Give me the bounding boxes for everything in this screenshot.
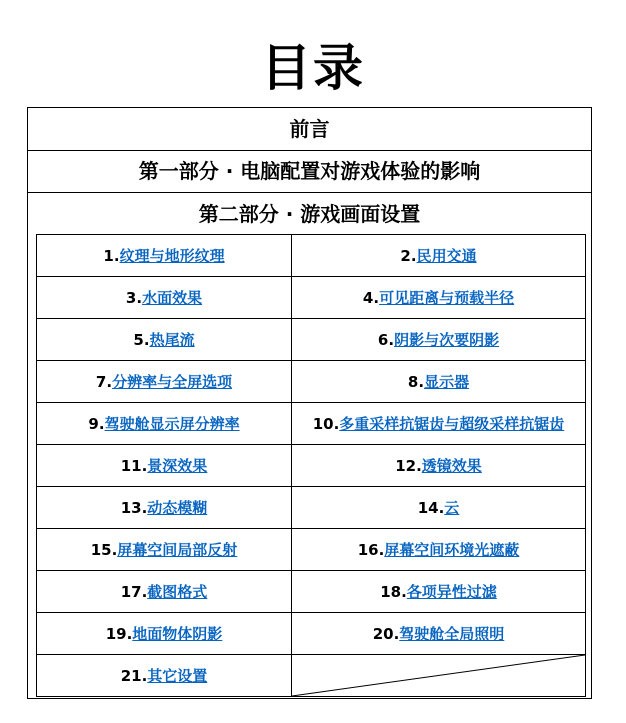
entry-link[interactable]: 可见距离与预载半径 (379, 289, 515, 307)
toc-entry-13[interactable] (37, 487, 292, 529)
toc-entry-19[interactable] (37, 613, 292, 655)
entry-number: 9. (88, 415, 105, 433)
toc-entry-8[interactable] (292, 361, 586, 403)
section-preface[interactable]: 前言 (28, 108, 591, 151)
diagonal-line (292, 655, 585, 696)
toc-entry-21[interactable] (37, 655, 292, 697)
toc-entry-11[interactable] (37, 445, 292, 487)
entry-link[interactable]: 阴影与次要阴影 (394, 331, 500, 349)
table-row (37, 529, 586, 571)
table-row (37, 361, 586, 403)
entry-number: 11. (120, 457, 148, 475)
toc-entry-17[interactable] (37, 571, 292, 613)
table-row (37, 613, 586, 655)
entry-number: 7. (95, 373, 113, 391)
entry-link[interactable]: 景深效果 (147, 457, 208, 475)
entry-link[interactable]: 水面效果 (142, 289, 203, 307)
entry-number: 8. (407, 373, 425, 391)
toc-entry-18[interactable] (292, 571, 586, 613)
table-row (37, 445, 586, 487)
toc-entry-15[interactable] (37, 529, 292, 571)
toc-entry-20[interactable] (292, 613, 586, 655)
entry-link[interactable]: 显示器 (424, 373, 470, 391)
table-row (37, 403, 586, 445)
entry-number: 14. (417, 499, 445, 517)
entry-number: 10. (312, 415, 340, 433)
entry-number: 19. (105, 625, 133, 643)
entry-number: 16. (357, 541, 385, 559)
entry-link[interactable]: 屏幕空间环境光遮蔽 (384, 541, 520, 559)
toc-entry-10[interactable] (292, 403, 586, 445)
table-row (37, 655, 586, 697)
entry-number: 20. (372, 625, 400, 643)
toc-entry-3[interactable] (37, 277, 292, 319)
entry-link[interactable]: 各项异性过滤 (406, 583, 497, 601)
toc-entry-16[interactable] (292, 529, 586, 571)
entry-number: 18. (380, 583, 407, 601)
entry-link[interactable]: 民用交通 (416, 247, 477, 265)
empty-cell (292, 655, 586, 697)
toc-table (36, 234, 586, 697)
toc-entry-9[interactable] (37, 403, 292, 445)
entry-number: 5. (133, 331, 150, 349)
toc-entry-1[interactable] (37, 235, 292, 277)
entry-link[interactable]: 热尾流 (149, 331, 195, 349)
entry-link[interactable]: 多重采样抗锯齿与超级采样抗锯齿 (339, 415, 565, 433)
entry-number: 15. (90, 541, 118, 559)
table-row (37, 277, 586, 319)
entry-number: 2. (400, 247, 417, 265)
entry-link[interactable]: 其它设置 (147, 667, 208, 685)
entry-link[interactable]: 分辨率与全屏选项 (112, 373, 233, 391)
entry-link[interactable]: 截图格式 (147, 583, 208, 601)
toc-entry-12[interactable] (292, 445, 586, 487)
entry-number: 17. (120, 583, 148, 601)
toc-entry-14[interactable] (292, 487, 586, 529)
section-part-two[interactable]: 第二部分 · 游戏画面设置 (198, 202, 421, 226)
section-part-one[interactable]: 第一部分 · 电脑配置对游戏体验的影响 (28, 150, 591, 193)
table-row (37, 235, 586, 277)
entry-link[interactable]: 透镜效果 (421, 457, 482, 475)
entry-link[interactable]: 纹理与地形纹理 (119, 247, 225, 265)
toc-entry-5[interactable] (37, 319, 292, 361)
entry-number: 6. (377, 331, 395, 349)
entry-number: 21. (120, 667, 148, 685)
toc-entry-2[interactable] (292, 235, 586, 277)
entry-link[interactable]: 动态模糊 (147, 499, 208, 517)
entry-number: 1. (103, 247, 120, 265)
toc-entry-7[interactable] (37, 361, 292, 403)
entry-link[interactable]: 云 (444, 499, 460, 517)
table-row (37, 319, 586, 361)
entry-link[interactable]: 屏幕空间局部反射 (117, 541, 238, 559)
table-row (37, 571, 586, 613)
page-title: 目录 (261, 39, 365, 97)
entry-number: 12. (395, 457, 422, 475)
entry-link[interactable]: 驾驶舱显示屏分辨率 (104, 415, 240, 433)
table-row (37, 487, 586, 529)
toc-frame (27, 107, 592, 699)
toc-entry-4[interactable] (292, 277, 586, 319)
entry-number: 4. (362, 289, 380, 307)
toc-entry-6[interactable] (292, 319, 586, 361)
entry-number: 3. (125, 289, 143, 307)
entry-link[interactable]: 驾驶舱全局照明 (399, 625, 505, 643)
entry-link[interactable]: 地面物体阴影 (132, 625, 223, 643)
entry-number: 13. (120, 499, 148, 517)
